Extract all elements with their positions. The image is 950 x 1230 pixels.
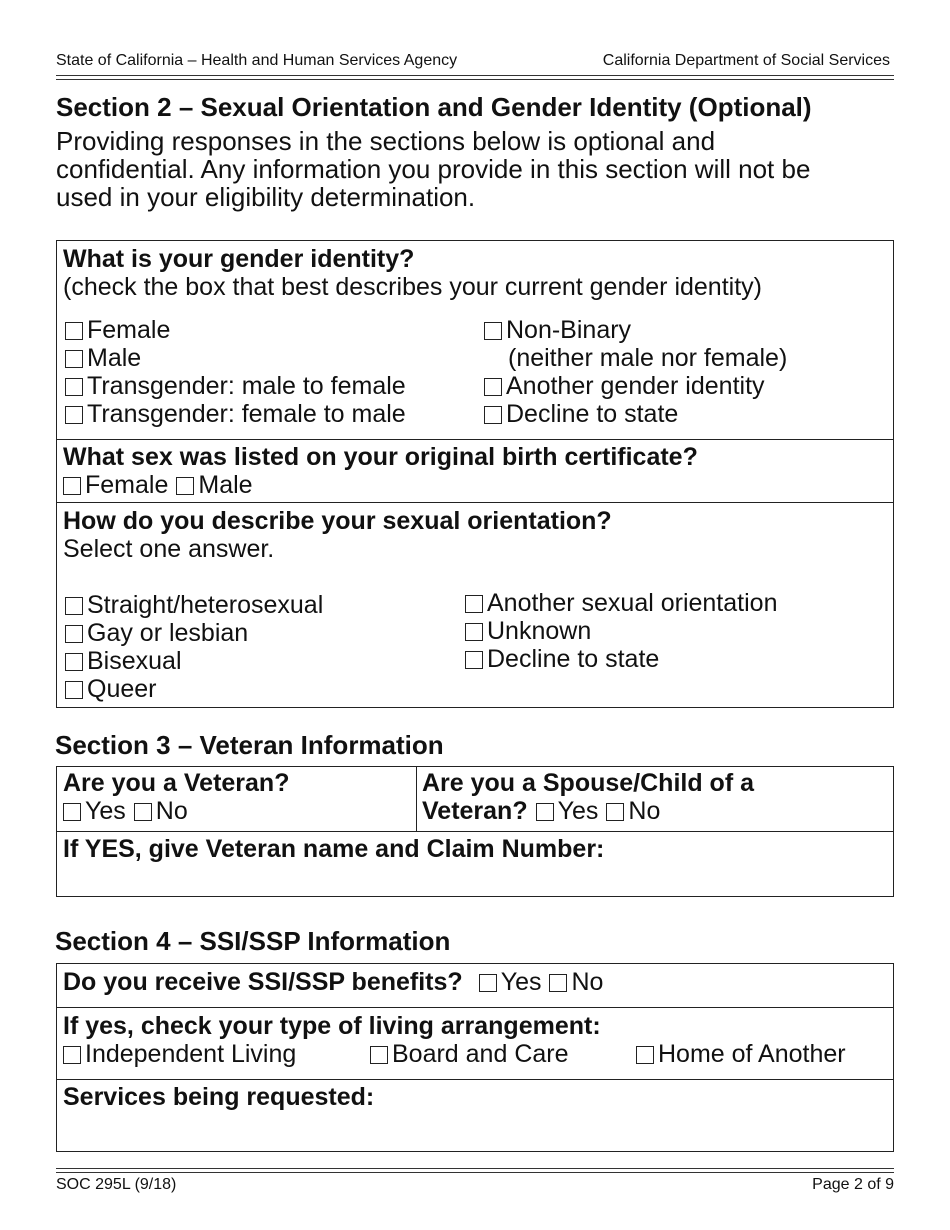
living-option-board[interactable]: Board and Care <box>370 1040 569 1068</box>
orientation-option-another[interactable]: Another sexual orientation <box>465 589 777 617</box>
checkbox[interactable] <box>484 322 502 340</box>
veteran-option-yes[interactable]: Yes <box>63 797 126 825</box>
gender-option-male[interactable]: Male <box>65 344 141 372</box>
checkbox[interactable] <box>65 653 83 671</box>
living-option-independent[interactable]: Independent Living <box>63 1040 296 1068</box>
spouse-option-no[interactable]: No <box>606 797 660 825</box>
checkbox[interactable] <box>63 477 81 495</box>
benefits-option-yes[interactable]: Yes <box>479 968 542 996</box>
department-header: California Department of Social Services <box>602 52 890 69</box>
birth-sex-option-male[interactable]: Male <box>176 471 252 499</box>
section3-title: Section 3 – Veteran Information <box>55 730 444 760</box>
spouse-question-row <box>422 797 660 825</box>
checkbox[interactable] <box>465 623 483 641</box>
checkbox[interactable] <box>479 974 497 992</box>
services-label: Services being requested: <box>63 1083 375 1111</box>
checkbox[interactable] <box>484 378 502 396</box>
checkbox[interactable] <box>134 803 152 821</box>
services-input[interactable] <box>63 1113 883 1145</box>
gender-option-trans-ftm[interactable]: Transgender: female to male <box>65 400 406 428</box>
gender-instruction: (check the box that best describes your current gender identity) <box>63 273 762 301</box>
gender-question: What is your gender identity? <box>63 245 415 273</box>
veteran-question: Are you a Veteran? <box>63 769 290 797</box>
benefits-option-no[interactable]: No <box>549 968 603 996</box>
gender-option-trans-mtf[interactable]: Transgender: male to female <box>65 372 406 400</box>
living-option-home[interactable]: Home of Another <box>636 1040 846 1068</box>
orientation-option-unknown[interactable]: Unknown <box>465 617 591 645</box>
claim-input[interactable] <box>63 864 883 892</box>
checkbox[interactable] <box>636 1046 654 1064</box>
birth-sex-options <box>63 471 253 499</box>
divider <box>56 1007 894 1008</box>
page-number: Page 2 of 9 <box>812 1176 894 1193</box>
gender-option-another[interactable]: Another gender identity <box>484 372 765 400</box>
form-id: SOC 295L (9/18) <box>56 1176 177 1193</box>
checkbox[interactable] <box>370 1046 388 1064</box>
checkbox[interactable] <box>65 350 83 368</box>
spouse-option-yes[interactable]: Yes <box>536 797 599 825</box>
checkbox[interactable] <box>63 1046 81 1064</box>
checkbox[interactable] <box>465 651 483 669</box>
footer-rule-top <box>56 1168 894 1169</box>
divider <box>56 831 894 832</box>
orientation-option-gay[interactable]: Gay or lesbian <box>65 619 248 647</box>
header-rule-top <box>56 75 894 76</box>
section2-intro-line3: used in your eligibility determination. <box>56 182 476 212</box>
orientation-option-straight[interactable]: Straight/heterosexual <box>65 591 323 619</box>
header-rule-bottom <box>56 79 894 80</box>
spouse-question-line2: Veteran? <box>422 797 528 825</box>
agency-header: State of California – Health and Human Services Agency <box>56 52 458 69</box>
checkbox[interactable] <box>549 974 567 992</box>
orientation-question: How do you describe your sexual orientation? <box>63 507 612 535</box>
divider <box>56 1079 894 1080</box>
section2-intro-line1: Providing responses in the sections below is optional and <box>56 126 716 156</box>
veteran-options <box>63 797 188 825</box>
checkbox[interactable] <box>484 406 502 424</box>
checkbox[interactable] <box>176 477 194 495</box>
divider <box>56 439 894 440</box>
footer-rule-bottom <box>56 1172 894 1173</box>
column-divider <box>416 766 417 831</box>
checkbox[interactable] <box>65 625 83 643</box>
gender-option-decline[interactable]: Decline to state <box>484 400 678 428</box>
orientation-instruction: Select one answer. <box>63 535 275 563</box>
claim-label: If YES, give Veteran name and Claim Number: <box>63 835 605 863</box>
gender-option-nonbinary-note: (neither male nor female) <box>508 344 788 372</box>
checkbox[interactable] <box>65 322 83 340</box>
checkbox[interactable] <box>65 378 83 396</box>
living-question: If yes, check your type of living arrangement: <box>63 1012 601 1040</box>
gender-option-nonbinary[interactable]: Non-Binary <box>484 316 631 344</box>
veteran-option-no[interactable]: No <box>134 797 188 825</box>
benefits-row <box>63 968 603 996</box>
checkbox[interactable] <box>465 595 483 613</box>
spouse-question-line1: Are you a Spouse/Child of a <box>422 769 754 797</box>
section2-title: Section 2 – Sexual Orientation and Gender Identity (Optional) <box>56 92 812 122</box>
gender-option-female[interactable]: Female <box>65 316 170 344</box>
birth-sex-option-female[interactable]: Female <box>63 471 168 499</box>
checkbox[interactable] <box>65 406 83 424</box>
divider <box>56 502 894 503</box>
orientation-option-bisexual[interactable]: Bisexual <box>65 647 182 675</box>
section4-title: Section 4 – SSI/SSP Information <box>55 926 451 956</box>
checkbox[interactable] <box>606 803 624 821</box>
orientation-option-queer[interactable]: Queer <box>65 675 156 703</box>
checkbox[interactable] <box>65 681 83 699</box>
birth-sex-question: What sex was listed on your original birth certificate? <box>63 443 698 471</box>
benefits-question: Do you receive SSI/SSP benefits? <box>63 968 463 996</box>
checkbox[interactable] <box>536 803 554 821</box>
checkbox[interactable] <box>63 803 81 821</box>
orientation-option-decline[interactable]: Decline to state <box>465 645 659 673</box>
section2-intro-line2: confidential. Any information you provide in this section will not be <box>56 154 811 184</box>
checkbox[interactable] <box>65 597 83 615</box>
